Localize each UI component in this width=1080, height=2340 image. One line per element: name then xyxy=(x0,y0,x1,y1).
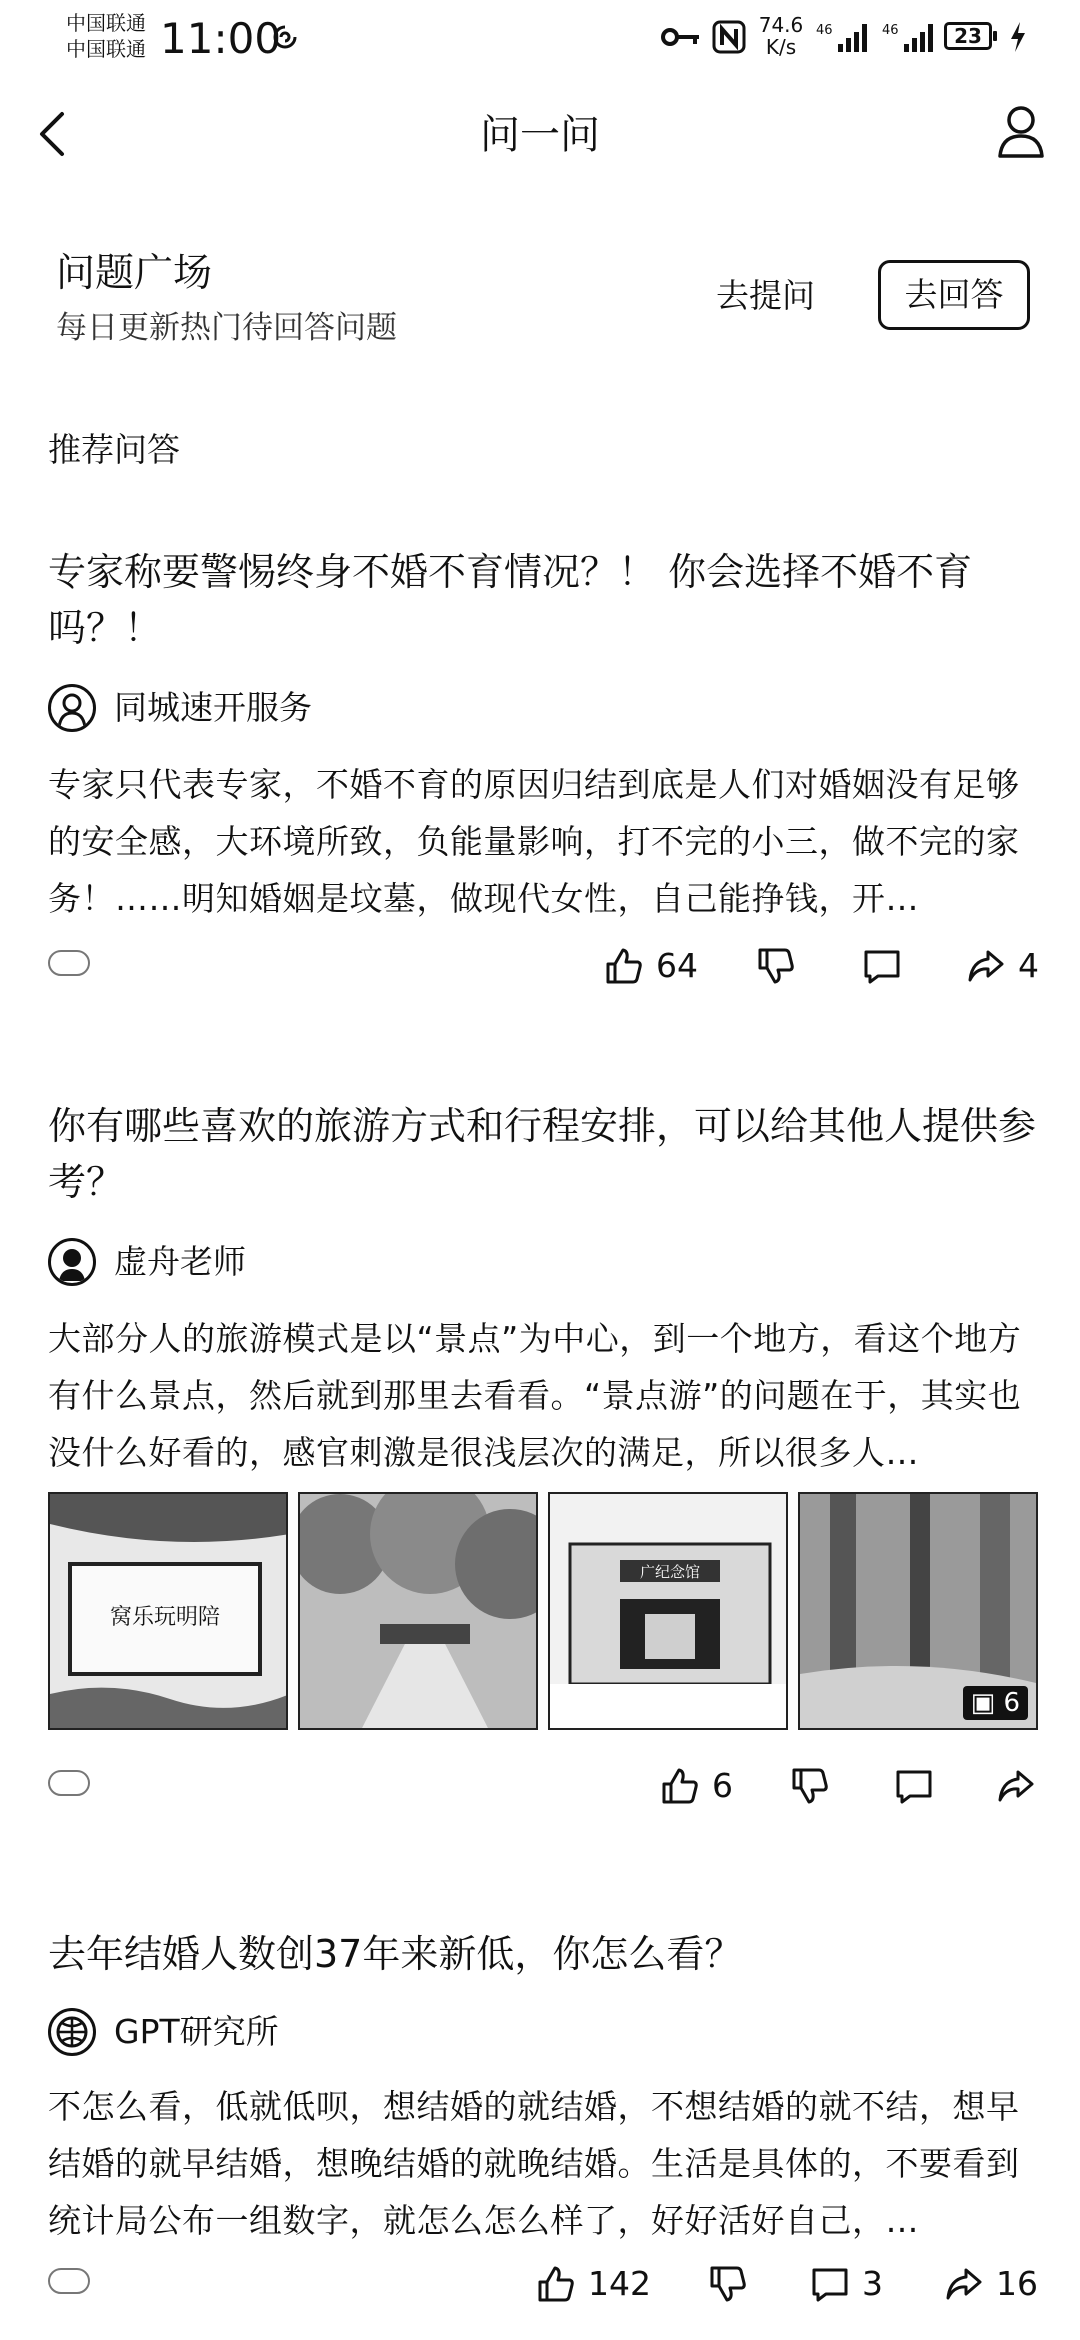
nfc-icon xyxy=(712,20,746,54)
sync-icon xyxy=(272,24,298,50)
signal-icon xyxy=(882,20,938,54)
dislike-button[interactable] xyxy=(790,1762,834,1812)
thumbs-down-icon xyxy=(708,2264,748,2304)
signal-2-label: 46 xyxy=(882,23,899,38)
carrier-labels xyxy=(66,10,146,62)
stone-tablet-image xyxy=(50,1494,288,1730)
comment-count: 3 xyxy=(862,2264,883,2303)
share-icon xyxy=(966,946,1006,986)
thumbs-down-icon xyxy=(790,1766,830,1806)
charging-bolt-icon xyxy=(1008,20,1028,54)
avatar[interactable] xyxy=(48,2008,96,2056)
share-icon xyxy=(944,2264,984,2304)
battery-icon xyxy=(944,22,1000,52)
avatar[interactable] xyxy=(48,684,96,732)
gallery-icon: ▣ xyxy=(970,1688,1004,1718)
image-thumbnail[interactable] xyxy=(48,1492,288,1730)
reaction-icon[interactable] xyxy=(48,1770,90,1796)
reaction-icon[interactable] xyxy=(48,950,90,976)
like-button[interactable] xyxy=(604,942,714,992)
comment-button[interactable] xyxy=(862,942,906,992)
app-header xyxy=(0,90,1080,180)
key-icon xyxy=(660,24,702,50)
question-card[interactable] xyxy=(0,1098,1080,1828)
like-count: 64 xyxy=(656,946,698,985)
image-thumbnail[interactable] xyxy=(298,1492,538,1730)
share-count: 4 xyxy=(1018,946,1039,985)
carrier-1: 中国联通 xyxy=(66,11,146,35)
share-icon xyxy=(996,1766,1036,1806)
comment-icon xyxy=(894,1766,934,1806)
avatar-figure-icon xyxy=(51,1241,93,1283)
battery-level: 23 xyxy=(944,22,992,50)
dislike-button[interactable] xyxy=(756,942,800,992)
battery-tip xyxy=(993,31,997,41)
question-title[interactable]: 专家称要警惕终身不婚不育情况？！ 你会选择不婚不育吗？！ xyxy=(48,550,973,650)
section-label: 推荐问答 xyxy=(48,430,180,469)
clock: 11:00 xyxy=(160,14,282,63)
share-button[interactable] xyxy=(996,1762,1040,1812)
author-name[interactable]: GPT研究所 xyxy=(114,2012,279,2051)
question-card[interactable] xyxy=(0,1926,1080,2340)
question-title[interactable]: 你有哪些喜欢的旅游方式和行程安排，可以给其他人提供参考？ xyxy=(48,1104,1037,1204)
image-caption: 窝乐玩明陪 xyxy=(109,1605,221,1630)
plaza-title: 问题广场 xyxy=(56,251,213,296)
answer-excerpt[interactable]: 不怎么看，低就低呗，想结婚的就结婚，不想结婚的就不结，想早结婚的就早结婚，想晚结婚的就晚结婚。生活是具体的，不要看到统计局公布一组数字，就怎么怎么样了，好好活好自己，… xyxy=(48,2087,1020,2240)
image-thumbnail[interactable] xyxy=(798,1492,1038,1730)
avatar[interactable] xyxy=(48,1238,96,1286)
action-bar xyxy=(0,2260,1080,2310)
memorial-hall-image xyxy=(550,1494,788,1730)
share-button[interactable] xyxy=(966,942,1046,992)
answer-excerpt[interactable]: 大部分人的旅游模式是以“景点”为中心，到一个地方，看这个地方有什么景点，然后就到那里去看看。“景点游”的问题在于，其实也没什么好看的，感官刺激是很浅层次的满足，所以很多人… xyxy=(48,1319,1022,1472)
answer-excerpt[interactable]: 专家只代表专家，不婚不育的原因归结到底是人们对婚姻没有足够的安全感，大环境所致，负能量影响，打不完的小三，做不完的家务！……明知婚姻是坟墓，做现代女性，自己能挣钱，开… xyxy=(48,765,1020,918)
signal-1-label: 46 xyxy=(816,23,833,38)
like-count: 142 xyxy=(588,2264,651,2303)
reaction-icon[interactable] xyxy=(48,2268,90,2294)
forest-path-image xyxy=(300,1494,538,1730)
avatar-figure-icon xyxy=(51,687,93,729)
question-card[interactable] xyxy=(0,544,1080,1004)
question-title[interactable]: 去年结婚人数创37年来新低，你怎么看？ xyxy=(48,1932,743,1976)
user-icon[interactable] xyxy=(996,102,1046,162)
image-thumbnail[interactable] xyxy=(548,1492,788,1730)
thumbs-up-icon xyxy=(604,946,644,986)
author-name[interactable]: 虚舟老师 xyxy=(114,1242,246,1281)
comment-button[interactable] xyxy=(810,2260,890,2310)
image-count-badge xyxy=(963,1686,1028,1720)
action-bar xyxy=(0,1762,1080,1812)
thumbs-up-icon xyxy=(536,2264,576,2304)
like-button[interactable] xyxy=(660,1762,750,1812)
image-strip xyxy=(48,1492,1038,1730)
image-count: 6 xyxy=(1003,1688,1020,1718)
author-name[interactable]: 同城速开服务 xyxy=(114,688,312,727)
like-count: 6 xyxy=(712,1766,733,1805)
dislike-button[interactable] xyxy=(708,2260,752,2310)
go-answer-button[interactable]: 去回答 xyxy=(878,260,1030,330)
like-button[interactable] xyxy=(536,2260,666,2310)
network-speed xyxy=(756,14,806,58)
status-bar xyxy=(0,0,1080,78)
avatar-globe-icon xyxy=(51,2011,93,2053)
ask-question-button[interactable]: 去提问 xyxy=(716,276,815,315)
question-plaza xyxy=(0,244,1080,364)
comment-icon xyxy=(810,2264,850,2304)
page-title: 问一问 xyxy=(480,112,600,158)
thumbs-up-icon xyxy=(660,1766,700,1806)
signal-icon xyxy=(816,20,872,54)
share-count: 16 xyxy=(996,2264,1038,2303)
plaza-subtitle: 每日更新热门待回答问题 xyxy=(56,310,397,346)
share-button[interactable] xyxy=(944,2260,1044,2310)
comment-icon xyxy=(862,946,902,986)
carrier-2: 中国联通 xyxy=(66,37,146,61)
thumbs-down-icon xyxy=(756,946,796,986)
action-bar xyxy=(0,942,1080,992)
network-speed-value: 74.6 xyxy=(758,13,804,37)
network-speed-unit: K/s xyxy=(765,35,797,59)
image-caption: 广纪念馆 xyxy=(639,1563,701,1581)
comment-button[interactable] xyxy=(894,1762,938,1812)
